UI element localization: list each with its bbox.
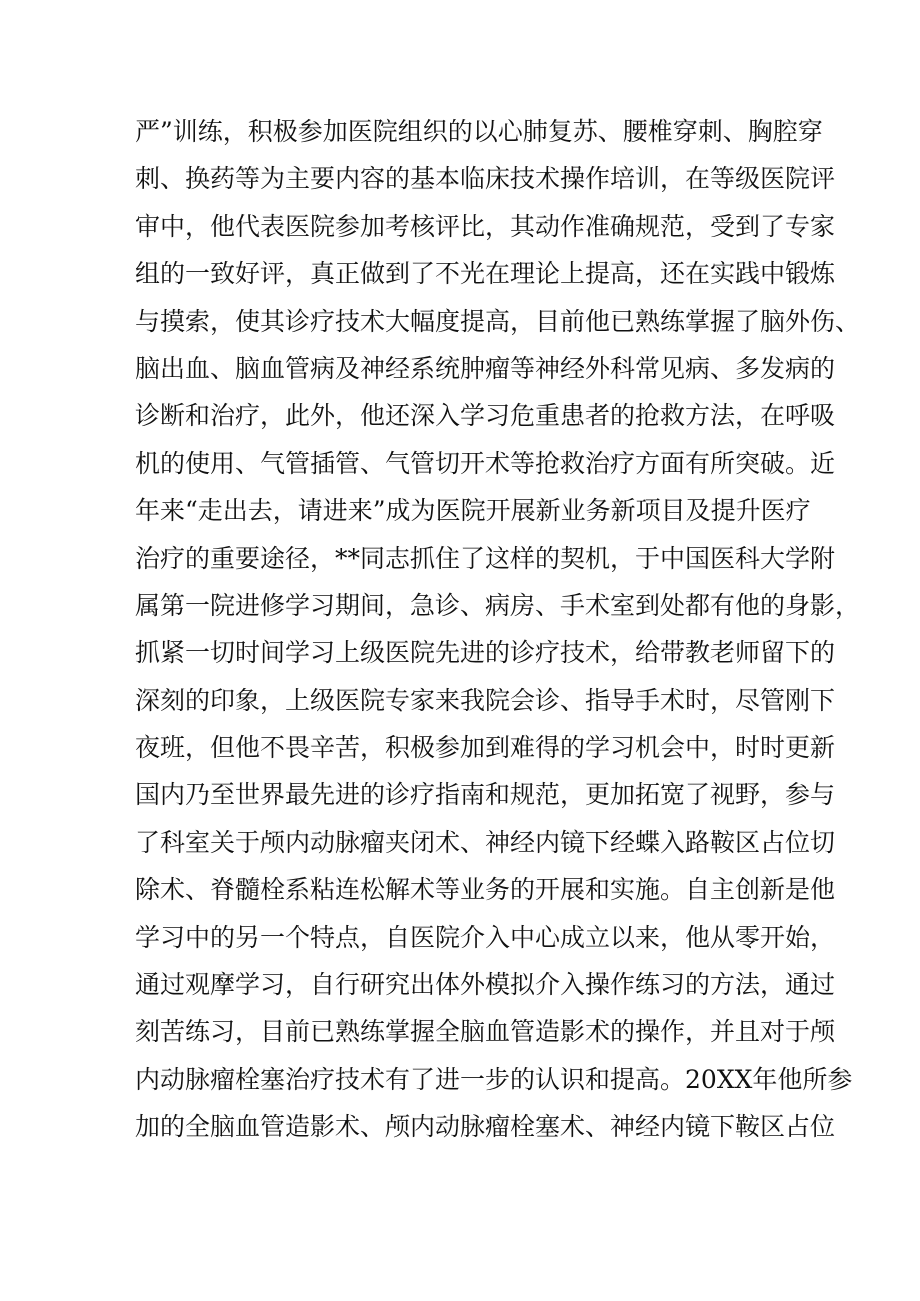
text-line-16: 了科室关于颅内动脉瘤夹闭术、神经内镜下经蝶入路鞍区占位切 [135, 827, 836, 857]
text-line-14: 夜班，但他不畏辛苦，积极参加到难得的学习机会中，时时更新 [135, 733, 836, 763]
text-line-6: 脑出血、脑血管病及神经系统肿瘤等神经外科常见病、多发病的 [135, 353, 836, 383]
text-line-4: 组的一致好评，真正做到了不光在理论上提高，还在实践中锻炼 [135, 259, 836, 289]
text-line-2: 刺、换药等为主要内容的基本临床技术操作培训，在等级医院评 [135, 164, 836, 194]
text-line-18: 学习中的另一个特点，自医院介入中心成立以来，他从零开始， [135, 922, 836, 952]
text-line-5: 与摸索，使其诊疗技术大幅度提高，目前他已熟练掌握了脑外伤、 [135, 306, 861, 336]
text-line-11: 属第一院进修学习期间，急诊、病房、手术室到处都有他的身影， [135, 590, 861, 620]
text-line-21: 内动脉瘤栓塞治疗技术有了进一步的认识和提高。20XX年他所参 [135, 1064, 853, 1094]
text-line-22: 加的全脑血管造影术、颅内动脉瘤栓塞术、神经内镜下鞍区占位 [135, 1112, 836, 1142]
text-line-8: 机的使用、气管插管、气管切开术等抢救治疗方面有所突破。近 [135, 448, 836, 478]
text-line-20: 刻苦练习，目前已熟练掌握全脑血管造影术的操作，并且对于颅 [135, 1017, 836, 1047]
text-line-1: 严”训练，积极参加医院组织的以心肺复苏、腰椎穿刺、胸腔穿 [135, 117, 823, 146]
body-paragraph [135, 108, 861, 1151]
text-line-19: 通过观摩学习，自行研究出体外模拟介入操作练习的方法，通过 [135, 970, 836, 1000]
text-line-13: 深刻的印象，上级医院专家来我院会诊、指导手术时，尽管刚下 [135, 685, 836, 715]
text-line-9: 年来“走出去，请进来”成为医院开展新业务新项目及提升医疗 [135, 496, 811, 526]
text-line-3: 审中，他代表医院参加考核评比，其动作准确规范，受到了专家 [135, 211, 836, 241]
text-line-15: 国内乃至世界最先进的诊疗指南和规范，更加拓宽了视野，参与 [135, 780, 836, 810]
text-line-17: 除术、脊髓栓系粘连松解术等业务的开展和实施。自主创新是他 [135, 875, 836, 905]
text-line-7: 诊断和治疗，此外，他还深入学习危重患者的抢救方法，在呼吸 [135, 401, 836, 431]
text-line-10: 治疗的重要途径，**同志抓住了这样的契机，于中国医科大学附 [135, 543, 836, 573]
text-line-12: 抓紧一切时间学习上级医院先进的诊疗技术，给带教老师留下的 [135, 638, 836, 668]
